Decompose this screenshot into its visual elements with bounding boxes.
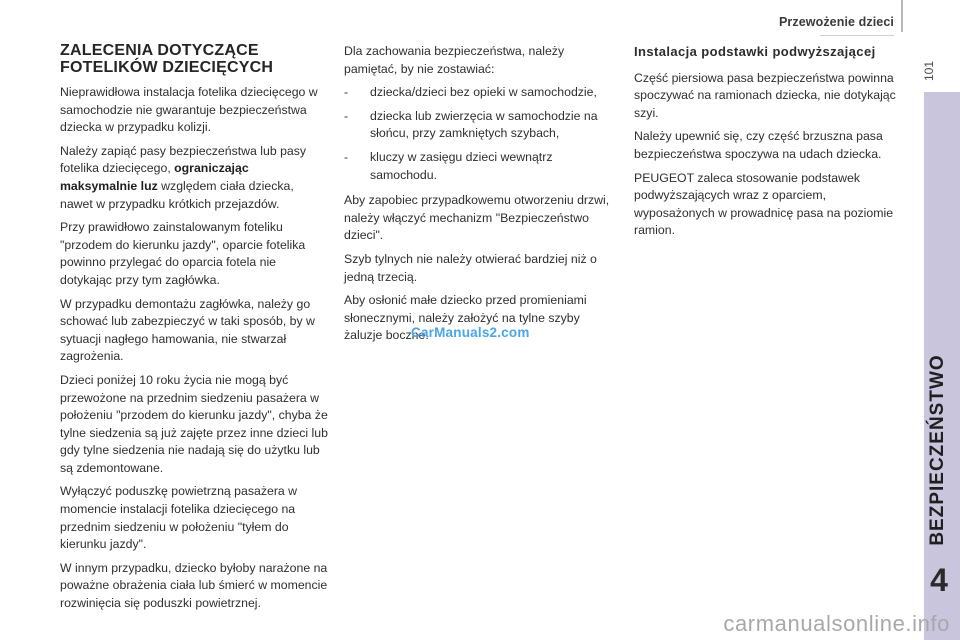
- column-recommendations: [60, 42, 328, 619]
- section-title: ZALECENIA DOTYCZĄCE FOTELIKÓW DZIECIĘCYCH: [60, 42, 274, 76]
- dash-bullet: -: [344, 149, 349, 164]
- header-divider-tick: [901, 0, 903, 32]
- paragraph: Szyb tylnych nie należy otwierać bardziej niż o jedną trzecią.: [344, 251, 597, 284]
- paragraph: Dzieci poniżej 10 roku życia nie mogą być przewożone na przednim siedzeniu pasażera w położeniu "przodem do kierunku jazdy", chyba że tylne siedzenia są już zajęte przez inne dzieci lub gdy tylne siedzenia nie nadają się do użytku lub są zdemontowane.: [60, 372, 328, 475]
- paragraph: Dla zachowania bezpieczeństwa, należy pamiętać, by nie zostawiać:: [344, 44, 565, 76]
- paragraph: Przy prawidłowo zainstalowanym foteliku "przodem do kierunku jazdy", oparcie fotelika powinno przylegać do oparcia fotela nie dotykając przy tym zagłówka.: [60, 220, 306, 287]
- header-rule: [820, 35, 894, 36]
- paragraph: W przypadku demontażu zagłówka, należy go schować lub zabezpieczyć w taki sposób, by w sytuacji nagłego hamowania, nie stwarzał zagrożenia.: [60, 296, 315, 364]
- paragraph-with-emphasis: [60, 143, 328, 213]
- chapter-number: 4: [930, 562, 948, 598]
- paragraph: Aby osłonić małe dziecko przed promieniami słonecznymi, należy założyć na tylne szyby żaluzje boczne.: [344, 293, 587, 343]
- dash-bullet: -: [344, 108, 349, 123]
- chapter-title-vertical: [923, 340, 953, 560]
- list-item: [344, 149, 616, 184]
- column-safety-reminders: [344, 43, 616, 351]
- paragraph: Nieprawidłowa instalacja fotelika dziecięcego w samochodzie nie gwarantuje bezpieczeństwa dziecka w przypadku kolizji.: [60, 85, 318, 135]
- subsection-title: Instalacja podstawki podwyższającej: [634, 44, 876, 59]
- text-run: względem ciała dziecka, nawet w przypadku krótkich przejazdów.: [60, 178, 294, 211]
- paragraph: Wyłączyć poduszkę powietrzną pasażera w momencie instalacji fotelika dziecięcego na przednim siedzeniu w położeniu "tyłem do kierunku jazdy".: [60, 484, 298, 552]
- bullet-list: [344, 84, 616, 184]
- list-item-text: dziecka/dzieci bez opieki w samochodzie,: [370, 85, 597, 100]
- paragraph: Należy upewnić się, czy część brzuszna pasa bezpieczeństwa spoczywa na udach dziecka.: [634, 129, 883, 161]
- paragraph: PEUGEOT zaleca stosowanie podstawek podwyższających wraz z oparciem, wyposażonych w prowadnicę pasa na poziomie ramion.: [634, 170, 894, 238]
- paragraph: W innym przypadku, dziecko byłoby narażone na poważne obrażenia ciała lub śmierć w momencie rozwinięcia się poduszki powietrznej.: [60, 560, 328, 611]
- footer-watermark: carmanualsonline.info: [723, 611, 950, 636]
- dash-bullet: -: [344, 85, 349, 100]
- emphasis-text: ograniczając maksymalnie luz: [60, 161, 249, 193]
- list-item: [344, 108, 616, 143]
- page-number: 101: [922, 60, 936, 82]
- paragraph: Część piersiowa pasa bezpieczeństwa powinna spoczywać na ramionach dziecka, nie dotykając szyi.: [634, 70, 896, 120]
- watermark-link[interactable]: CarManuals2.com: [411, 325, 530, 340]
- page-header-title: Przewożenie dzieci: [778, 15, 894, 29]
- column-booster-installation: [634, 43, 906, 246]
- list-item-text: kluczy w zasięgu dzieci wewnątrz samochodu.: [370, 149, 553, 182]
- text-run: Należy zapiąć pasy bezpieczeństwa lub pasy fotelika dziecięcego,: [60, 143, 307, 176]
- chapter-title-label: BEZPIECZEŃSTWO: [927, 354, 948, 546]
- paragraph: Aby zapobiec przypadkowemu otworzeniu drzwi, należy włączyć mechanizm "Bezpieczeństwo dzieci".: [344, 193, 610, 243]
- list-item-text: dziecka lub zwierzęcia w samochodzie na słońcu, przy zamkniętych szybach,: [370, 108, 598, 141]
- list-item: [344, 84, 616, 102]
